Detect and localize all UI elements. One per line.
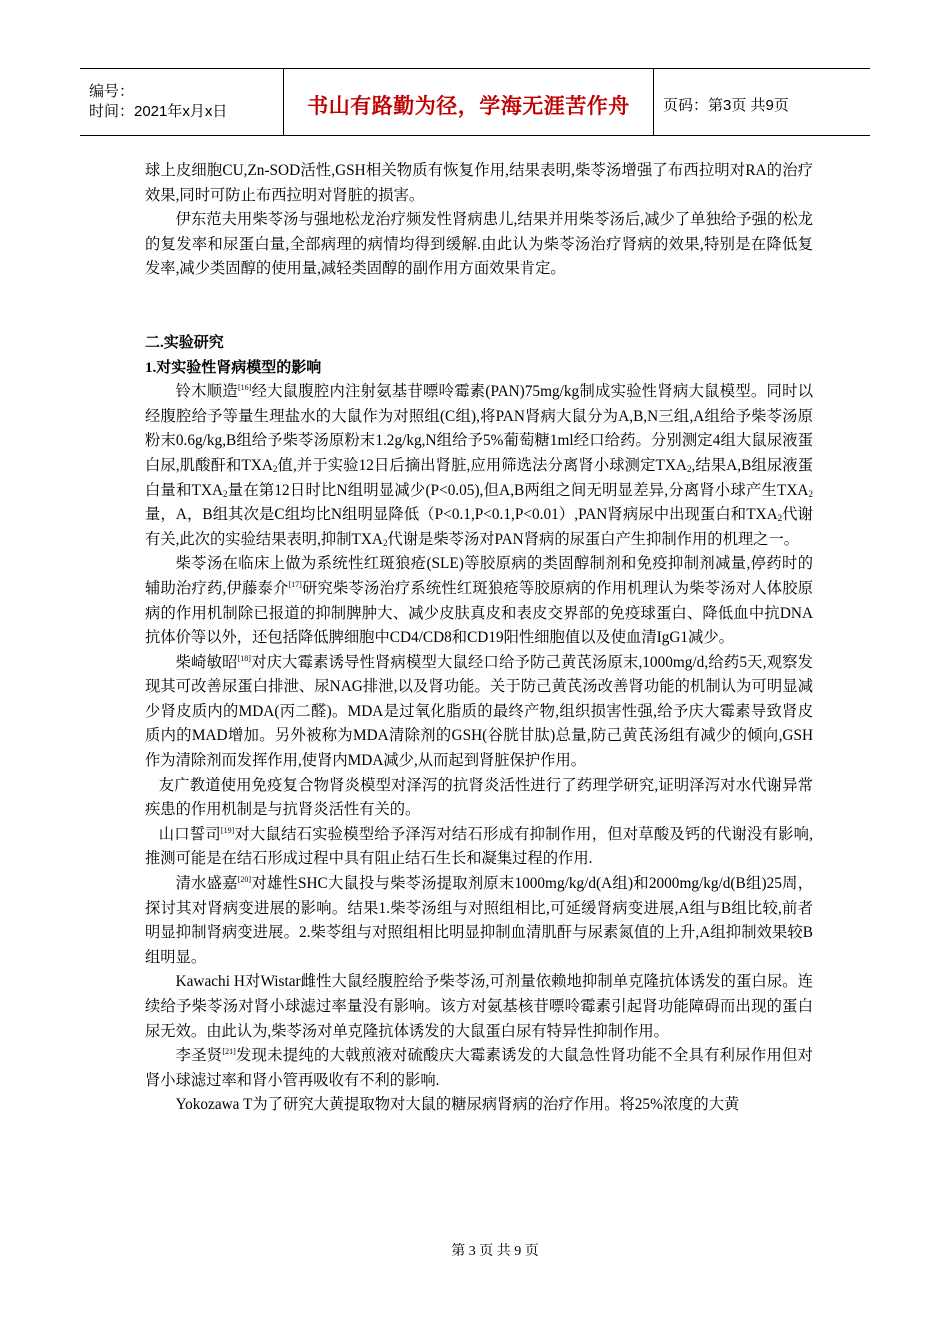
paragraph: 柴苓汤在临床上做为系统性红斑狼疮(SLE)等胶原病的类固醇制剂和免疫抑制剂减量,停药时的辅助治疗药,伊藤泰介[17]研究柴苓汤治疗系统性红斑狼疮等胶原病的作用机理认为柴苓汤对人体胶原病的作用机制除已报道的抑制脾肿大、减少皮肤真皮和表皮交界部的免疫球蛋白、降低血中抗DNA抗体价等以外，还包括降低脾细胞中CD4/CD8和CD19阳性细胞值以及使血清IgG1减少。: [145, 555, 813, 647]
paragraph: 山口誓司[19]对大鼠结石实验模型给予泽泻对结石形成有抑制作用，但对草酸及钙的代谢没有影响,推测可能是在结石形成过程中具有阻止结石生长和凝集过程的作用.: [145, 825, 813, 868]
date-label: 时间：2021年x月x日: [89, 103, 228, 120]
page-header: [80, 68, 870, 136]
motto: 书山有路勤为径，学海无涯苦作舟: [307, 94, 630, 118]
header-page-cell: [654, 69, 870, 135]
subsection-title: 1.对实验性肾病模型的影响: [145, 359, 322, 376]
citation: [17]: [288, 579, 302, 589]
citation: [19]: [220, 825, 235, 835]
citation: [20]: [237, 875, 252, 885]
citation: [16]: [237, 383, 252, 393]
paragraph: 伊东范夫用柴苓汤与强地松龙治疗频发性肾病患儿,结果并用柴苓汤后,减少了单独给予强的松龙的复发率和尿蛋白量,全部病理的病情均得到缓解.由此认为柴苓汤治疗肾病的效果,特别是在降低复发率,减少类固醇的使用量,减轻类固醇的副作用方面效果肯定。: [145, 211, 813, 278]
document-body: [145, 159, 813, 1118]
paragraph: 铃木顺造[16]经大鼠腹腔内注射氨基苷嘌呤霉素(PAN)75mg/kg制成实验性肾病大鼠模型。同时以经腹腔给予等量生理盐水的大鼠作为对照组(C组),将PAN肾病大鼠分为A,B,N三组,A组给予柴苓汤原粉末0.6g/kg,B组给予柴苓汤原粉末1.2g/kg,N组给予5%葡萄糖1ml经口给药。分别测定4组大鼠尿液蛋白尿,肌酸酐和$TXA_2$值,并于实验12日后摘出肾脏,应用筛选法分离肾小球测定$TXA_2$,结果A,B组尿液蛋白量和$TXA_2$量在第12日时比N组明显减少(P<0.05),但A,B两组之间无明显差异,分离肾小球产生$TXA_2$量，A，B组其次是C组均比N组明显降低（P<0.1,P<0.1,P<0.01）,PAN肾病尿中出现蛋白和$TXA_2$代谢有关,此次的实验结果表明,抑制$TXA_2$代谢是柴苓汤对PAN肾病的尿蛋白产生抑制作用的机理之一。: [145, 383, 813, 548]
spacer: [145, 282, 813, 331]
paragraph: Kawachi H对Wistar雌性大鼠经腹腔给予柴苓汤,可剂量依赖地抑制单克隆抗体诱发的蛋白尿。连续给予柴苓汤对肾小球滤过率量没有影响。该方对氨基核苷嘌呤霉素引起肾功能障碍而出现的蛋白尿无效。由此认为,柴苓汤对单克隆抗体诱发的大鼠蛋白尿有特异性抑制作用。: [145, 973, 813, 1040]
paragraph: 李圣贤[21]发现未提纯的大戟煎液对硫酸庆大霉素诱发的大鼠急性肾功能不全具有利尿作用但对肾小球滤过率和肾小管再吸收有不利的影响.: [145, 1047, 813, 1089]
paragraph: 球上皮细胞CU,Zn-SOD活性,GSH相关物质有恢复作用,结果表明,柴苓汤增强了布西拉明对RA的治疗效果,同时可防止布西拉明对肾脏的损害。: [145, 162, 813, 204]
paragraph: 柴崎敏昭[18]对庆大霉素诱导性肾病模型大鼠经口给予防己黄芪汤原末,1000mg/d,给药5天,观察发现其可改善尿蛋白排泄、尿NAG排泄,以及肾功能。关于防己黄芪汤改善肾功能的机制认为可明显减少肾皮质内的MDA(丙二醛)。MDA是过氧化脂质的最终产物,组织损害性强,给予庆大霉素导致肾皮质内的MAD增加。另外被称为MDA清除剂的GSH(谷胱甘肽)总量,防己黄芪汤组有减少的倾向,GSH作为清除剂而发挥作用,使肾内MDA减少,从而起到肾脏保护作用。: [145, 653, 813, 770]
number-label: 编号：: [89, 83, 135, 100]
header-meta: [80, 69, 283, 135]
header-motto-cell: [283, 69, 654, 135]
page-label: 页码：第3页 共9页: [663, 96, 789, 114]
citation: [18]: [237, 653, 251, 663]
paragraph: 友广教道使用免疫复合物肾炎模型对泽泻的抗肾炎活性进行了药理学研究,证明泽泻对水代谢异常疾患的作用机制是与抗肾炎活性有关的。: [145, 776, 813, 819]
paragraph: 清水盛嘉[20]对雄性SHC大鼠投与柴苓汤提取剂原末1000mg/kg/d(A组)和2000mg/kg/d(B组)25周，探讨其对肾病变进展的影响。结果1.柴苓汤组与对照组相比,可延缓肾病变进展,A组与B组比较,前者明显抑制肾病变进展。2.柴苓组与对照组相比明显抑制血清肌酐与尿素氮值的上升,A组抑制效果较B组明显。: [145, 875, 813, 966]
paragraph: Yokozawa T为了研究大黄提取物对大鼠的糖尿病肾病的治疗作用。将25%浓度的大黄: [175, 1096, 740, 1114]
page-footer: [0, 1240, 950, 1260]
section-title: 二.实验研究: [145, 334, 224, 351]
citation: [21]: [222, 1047, 236, 1057]
footer-page-number: 第 3 页 共 9 页: [451, 1244, 539, 1259]
